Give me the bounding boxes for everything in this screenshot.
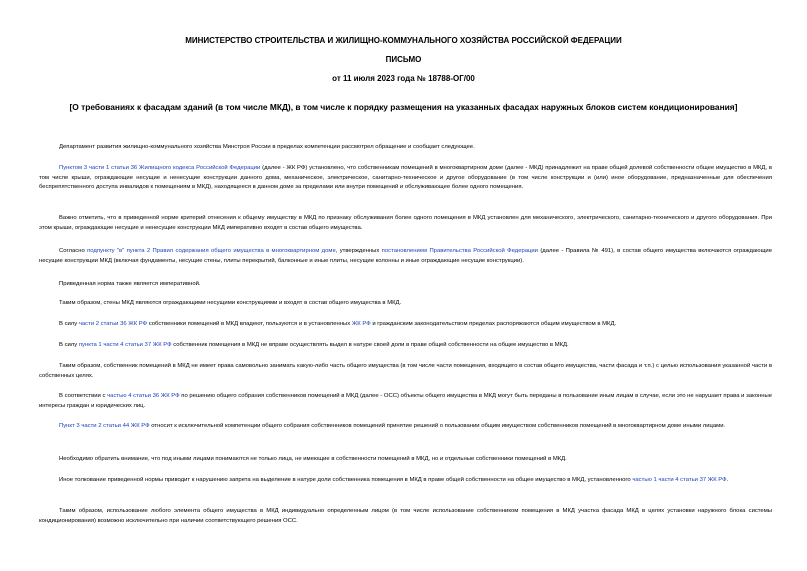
paragraph-imperative-norm: Приведенная норма также является императивной. [59, 281, 201, 287]
paragraph-article-36-part-4: В соответствии с частью 4 статьи 36 ЖК РФ по решению общего собрания собственников помещений в МКД (далее - ОСС) объекты общего имущества в МКД могут быть переданы в пользование иным лицам в случае, если это не нарушает права и законные интересы граждан и юридических лиц. [39, 393, 773, 409]
link-article-37-part-4[interactable]: пункта 1 части 4 статьи 37 ЖК РФ [78, 342, 172, 348]
document-title: [О требованиях к фасадам зданий (в том числе МКД), в том числе к порядку размещения на указанных фасадах наружных блоков систем кондиционирования] [69, 102, 738, 112]
paragraph-walls-common-property: Таким образом, стены МКД являются ограждающими несущими конструкциями и входят в состав общего имущества в МКД. [59, 300, 402, 306]
paragraph-article-44: Пункт 3 части 2 статьи 44 ЖК РФ относит к исключительной компетенции общего собрания собственников помещений принятие решений о пользовании общим имуществом собственников помещений в многоквартирном доме иными лицами. [59, 423, 726, 429]
doc-type-heading: ПИСЬМО [385, 55, 422, 64]
paragraph-article-36-part-2: В силу части 2 статьи 36 ЖК РФ собственники помещений в МКД владеют, пользуются и в установленных ЖК РФ и гражданским законодательством пределах распоряжаются общим имуществом в МКД. [59, 321, 617, 327]
link-article-44[interactable]: Пункт 3 части 2 статьи 44 ЖК РФ [59, 423, 150, 429]
link-housing-code[interactable]: ЖК РФ [351, 321, 371, 327]
paragraph-rules-491: Согласно подпункту "в" пункта 2 Правил содержания общего имущества в многоквартирном доме, утвержденных постановлением Правительства Российской Федерации (далее - Правила № 491), в состав общего имущества включаются ограждающие несущие конструкции МКД (включая фундаменты, несущие стены, плиты перекрытий, балконные и иные плиты, несущие колонны и иные ограждающие несущие конструкции). [39, 248, 772, 264]
ministry-heading: МИНИСТЕРСТВО СТРОИТЕЛЬСТВА И ЖИЛИЩНО-КОММУНАЛЬНОГО ХОЗЯЙСТВА РОССИЙСКОЙ ФЕДЕРАЦИИ [185, 36, 622, 45]
paragraph-intro: Департамент развития жилищно-коммунального хозяйства Минстроя России в пределах компетенции рассмотрел обращение и сообщает следующее. [59, 144, 475, 150]
paragraph-other-persons: Необходимо обратить внимание, что под иными лицами понимаются не только лица, не имеющие в собственности помещений в МКД, но и отдельные собственники помещений в МКД. [59, 456, 567, 462]
link-article-37-part-4-alt[interactable]: частью 1 части 4 статьи 37 ЖК РФ [632, 477, 727, 483]
paragraph-housing-code-36: Пунктом 3 части 1 статьи 36 Жилищного кодекса Российской Федерации (далее - ЖК РФ) установлено, что собственникам помещений в многоквартирном доме (далее - МКД) принадлежит на праве общей долевой собственности общее имущество в МКД, в том числе крыши, ограждающие несущие и ненесущие конструкции данного дома, механическое, электрическое, санитарно-техническое и другое оборудование (в том числе конструкции и (или) иное оборудование, предназначенные для обеспечения беспрепятственного доступа инвалидов к помещениям в МКД), находящееся в данном доме за пределами или внутри помещений и обслуживающее более одного помещения. [39, 165, 772, 191]
link-government-resolution[interactable]: постановлением Правительства Российской Федерации [381, 248, 538, 254]
paragraph-no-self-occupation: Таким образом, собственник помещений в МКД не имеет права самовольно занимать какую-либо часть общего имущества (в том числе части помещения, входящего в состав общего имущества, части фасада и т.п.) с целью использования указанной части в собственных целях. [39, 363, 772, 379]
paragraph-important-note: Важно отметить, что в приведенной норме критерий отнесения к общему имуществу в МКД по признаку обслуживания более одного помещения в МКД установлен для механического, электрического, санитарно-технического и другого оборудования. При этом крыши, ограждающие несущие и ненесущие конструкции МКД императивно входят в состав общего имущества. [39, 215, 772, 231]
link-rules-common-property[interactable]: подпункту "в" пункта 2 Правил содержания общего имущества в многоквартирном доме [87, 248, 336, 254]
doc-date-number: от 11 июля 2023 года № 18788-ОГ/00 [332, 74, 475, 83]
link-housing-code-article-36[interactable]: Пунктом 3 части 1 статьи 36 Жилищного кодекса Российской Федерации [59, 165, 261, 171]
paragraph-conclusion: Таким образом, использование любого элемента общего имущества в МКД индивидуально определенным лицом (в том числе использование собственником помещения в МКД участка фасада МКД в целях установки наружного блока системы кондиционирования) возможно исключительно при наличии соответствующего решения ОСС. [39, 508, 772, 524]
paragraph-other-interpretation: Иное толкование приведенной нормы приводит к нарушению запрета на выделение в натуре доли собственника помещения в МКД в праве общей собственности на общее имущество в МКД, установленного частью 1 части 4 статьи 37 ЖК РФ. [59, 477, 729, 483]
link-article-36-part-2[interactable]: части 2 статьи 36 ЖК РФ [78, 321, 148, 327]
paragraph-article-37: В силу пункта 1 части 4 статьи 37 ЖК РФ собственник помещения в МКД не вправе осуществлять выдел в натуре своей доли в праве общей собственности на общее имущество в МКД. [59, 342, 569, 348]
link-article-36-part-4[interactable]: частью 4 статьи 36 ЖК РФ [107, 393, 180, 399]
